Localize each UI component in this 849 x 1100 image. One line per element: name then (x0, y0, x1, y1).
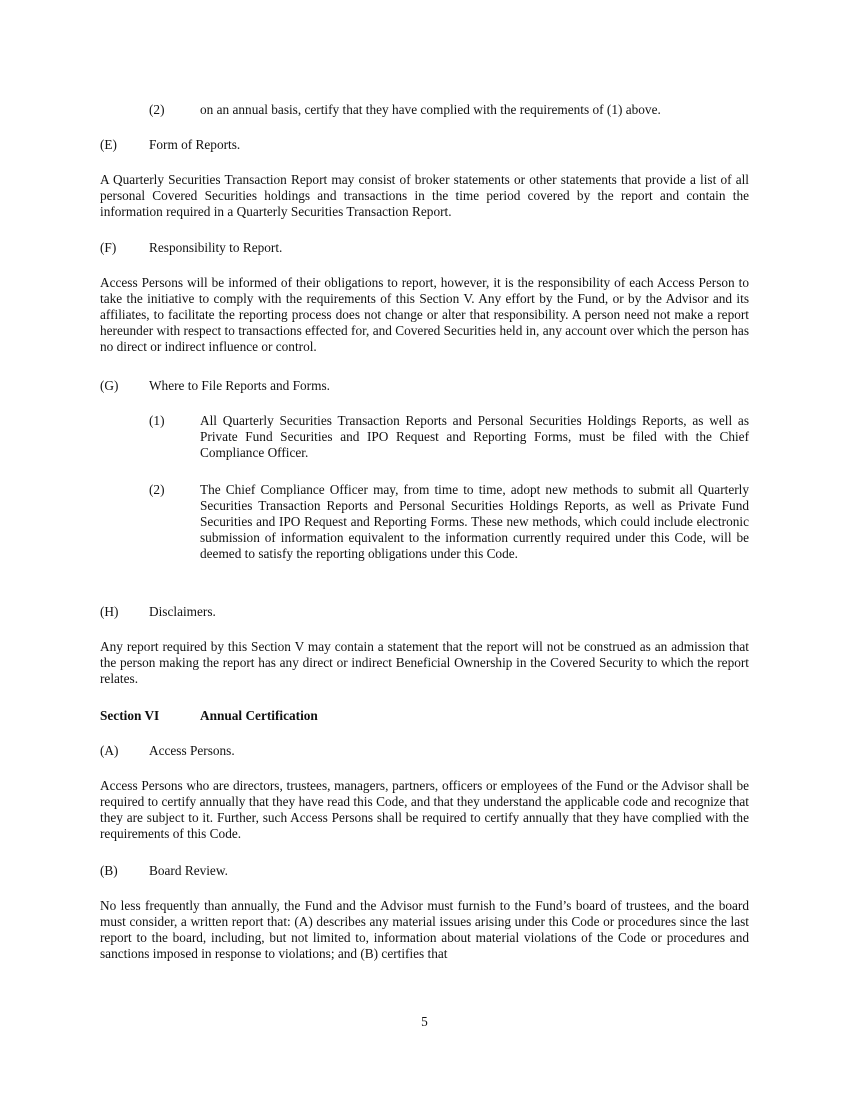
section-heading: Disclaimers. (149, 604, 216, 619)
page-number: 5 (421, 1014, 428, 1029)
item-number: (1) (149, 413, 165, 428)
section-heading: Responsibility to Report. (149, 240, 283, 255)
section-f-body: Access Persons will be informed of their obligations to report, however, it is the responsibility of each Access Person to take the initiative to comply with the requirements of this Section V. Any effort by the Fund, or by the Advisor and its affiliates, to facilitate the reporting process does not change or alter that responsibility. A person need not make a report hereunder with respect to transactions effected for, and Covered Securities held in, any account over which the person has no direct or indirect influence or control. (100, 275, 749, 354)
section-heading: Access Persons. (149, 743, 235, 758)
section-h-body: Any report required by this Section V may contain a statement that the report will not be construed as an admission that the person making the report has any direct or indirect Beneficial Ownership in the Covered Security to which the report relates. (100, 639, 749, 686)
section-number: (E) (100, 137, 117, 152)
item-text: All Quarterly Securities Transaction Reports and Personal Securities Holdings Reports, as well as Private Fund Securities and IPO Request and Reporting Forms, must be filed with the Chief Compliance Officer. (200, 413, 749, 460)
item-number: (2) (149, 102, 165, 117)
section-vi-b-body: No less frequently than annually, the Fund and the Advisor must furnish to the Fund’s board of trustees, and the board must consider, a written report that: (A) describes any material issues arising under this Code or procedures since the last report to the board, including, but not limited to, information about material violations of the Code or procedures and sanctions imposed in response to violations; and (B) certifies that (100, 898, 749, 961)
item-text: The Chief Compliance Officer may, from time to time, adopt new methods to submit all Quarterly Securities Transaction Reports and Personal Securities Holdings Reports, as well as Private Fund Securities and IPO Request and Reporting Forms. These new methods, which could include electronic submission of information equivalent to the information currently required under this Code, will be deemed to satisfy the reporting obligations under this Code. (200, 482, 749, 561)
section-vi-a-body: Access Persons who are directors, trustees, managers, partners, officers or employees of the Fund or the Advisor shall be required to certify annually that they have read this Code, and that they understand the applicable code and recognize that they are subject to it. Further, such Access Persons shall be required to certify annually that they have complied with the requirements of this Code. (100, 778, 749, 841)
section-number: (A) (100, 743, 119, 758)
section-number: (B) (100, 863, 118, 878)
section-number: (H) (100, 604, 119, 619)
section-heading: Where to File Reports and Forms. (149, 378, 330, 393)
section-number: (G) (100, 378, 119, 393)
section-label: Section VI (100, 708, 160, 723)
page-content (100, 0, 749, 1100)
section-e-body: A Quarterly Securities Transaction Report may consist of broker statements or other statements that provide a list of all personal Covered Securities holdings and transactions in the time period covered by the report and contain the information required in a Quarterly Securities Transaction Report. (100, 172, 749, 219)
item-number: (2) (149, 482, 165, 497)
section-heading: Form of Reports. (149, 137, 241, 152)
section-title: Annual Certification (200, 708, 318, 723)
section-number: (F) (100, 240, 117, 255)
section-heading: Board Review. (149, 863, 228, 878)
item-text: on an annual basis, certify that they have complied with the requirements of (1) above. (200, 102, 661, 117)
